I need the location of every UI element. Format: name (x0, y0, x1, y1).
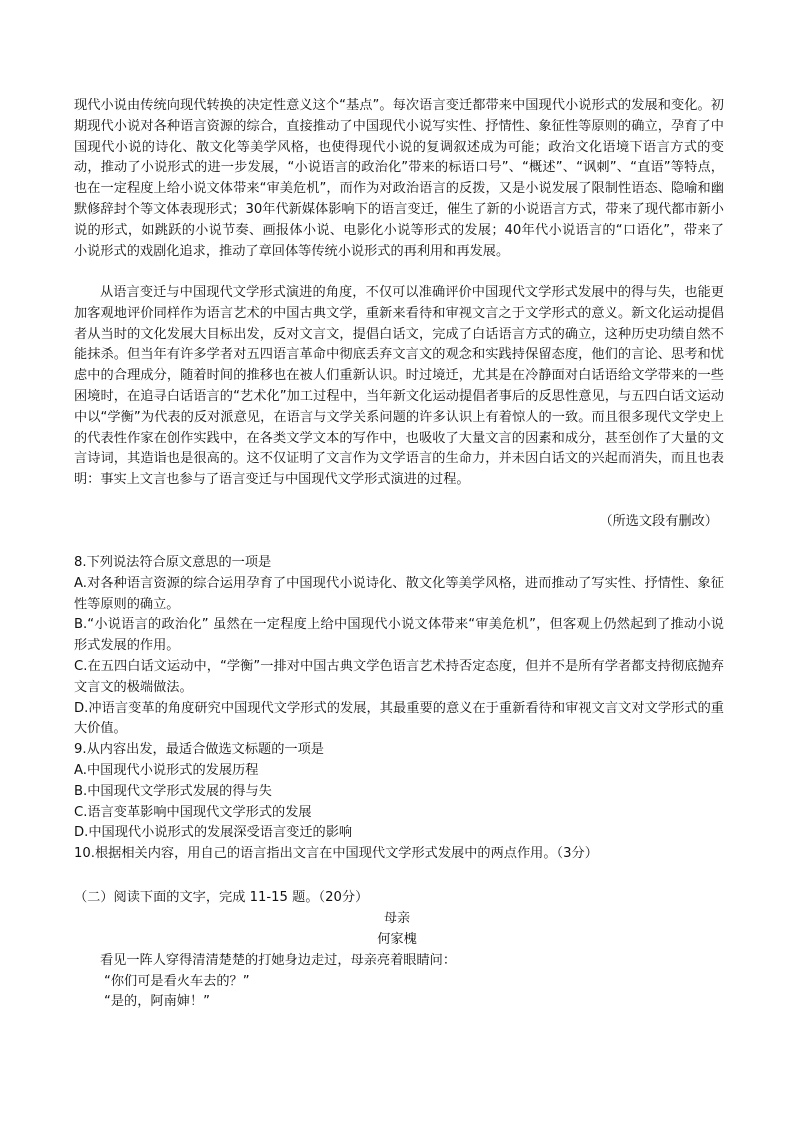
passage-paragraph-2: 从语言变迁与中国现代文学形式演进的角度，不仅可以准确评价中国现代文学形式发展中的得与失，也能更加客观地评价同样作为语言艺术的中国古典文学，重新来看待和审视文言之于文学形式的意义。新文化运动提倡者从当时的文化发展大目标出发，反对文言文，提倡白话文，完成了白话语言方式的确立，这种历史功绩自然不能抹杀。但当年有许多学者对五四语言革命中彻底丢弃文言文的观念和实践持保留态度，他们的言论、思考和忧虑中的合理成分，随着时间的推移也在被人们重新认识。时过境迁，尤其是在冷静面对白话语给文学带来的一些困境时，在追寻白话语言的“艺术化”加工过程中，当年新文化运动提倡者事后的反思性意见，与五四白话文运动中以“学衡”为代表的反对派意见，在语言与文学关系问题的许多认识上有着惊人的一致。而且很多现代文学史上的代表性作家在创作实践中，在各类文学文本的写作中，也吸收了大量文言的因素和成分，甚至创作了大量的文言诗词，其造诣也是很高的。这不仅证明了文言作为文学语言的生命力，并未因白话文的兴起而消失，而且也表明：事实上文言也参与了语言变迁与中国现代文学形式演进的过程。 (74, 285, 724, 488)
story-text (100, 951, 720, 1013)
question-8-stem: 8.下列说法符合原文意思的一项是 (74, 555, 272, 570)
passage-paragraph-1: 现代小说由传统向现代转换的决定性意义这个“基点”。每次语言变迁都带来中国现代小说形式的发展和变化。初期现代小说对各种语言资源的综合，直接推动了中国现代小说写实性、抒情性、象征性等原则的确立，孕育了中国现代小说的诗化、散文化等美学风格，也使得现代小说的复调叙述成为可能；政治文化语境下语言方式的变动，推动了小说形式的进一步发展，“小说语言的政治化”带来的标语口号”、“概述”、“讽刺”、“直语”等特点，也在一定程度上给小说文体带来“审美危机”，而作为对政治语言的反拨，又是小说发展了限制性语态、隐喻和幽默修辞封个等文体表现形式；30年代新媒体影响下的语言变迁，催生了新的小说语言方式，带来了现代都市新小说的形式，如跳跃的小说节奏、画报体小说、电影化小说等形式的发展；40年代小说语言的“口语化”，带来了小说形式的戏剧化追求，推动了章回体等传统小说形式的再利用和再发展。 (74, 98, 724, 259)
question-8-option-c: C.在五四白话文运动中，“学衡”一排对中国古典文学色语言艺术持否定态度，但并不是所有学者都支持彻底抛弃文言文的极端做法。 (74, 658, 724, 695)
question-9-option-a: A.中国现代小说形式的发展历程 (74, 762, 259, 778)
story-line-1: 看见一阵人穿得清清楚楚的打她身边走过，母亲亮着眼睛问： (100, 953, 457, 968)
section-2-heading: （二）阅读下面的文字，完成 11-15 题。（20分） (74, 890, 369, 905)
story-line-3: “是的，阿南婶！” (104, 994, 210, 1009)
source-note: （所选文段有删改） (599, 514, 718, 529)
question-8-option-d: D.冲语言变革的角度研究中国现代文学形式的发展，其最重要的意义在于重新看待和审视文言文对文学形式的重大价值。 (74, 700, 724, 737)
question-9-stem: 9.从内容出发，最适合做选文标题的一项是 (74, 742, 324, 758)
question-10-stem: 10.根据相关内容，用自己的语言指出文言在中国现代文学形式发展中的两点作用。（3分） (74, 846, 598, 862)
question-9-option-b: B.中国现代文学形式发展的得与失 (74, 783, 272, 799)
story-author: 何家槐 (377, 932, 417, 947)
question-9-option-c: C.语言变革影响中国现代文学形式的发展 (74, 804, 312, 820)
story-title: 母亲 (383, 911, 411, 926)
question-8-option-a: A.对各种语言资源的综合运用孕育了中国现代小说诗化、散文化等美学风格，进而推动了写实性、抒情性、象征性等原则的确立。 (74, 575, 724, 612)
question-8-option-b: B.“小说语言的政治化” 虽然在一定程度上给中国现代小说文体带来“审美危机”，但客观上仍然起到了推动小说形式发展的作用。 (74, 617, 724, 654)
question-9-option-d: D.中国现代小说形式的发展深受语言变迁的影响 (74, 825, 353, 841)
questions-list (74, 553, 724, 865)
story-line-2: “你们可是看火车去的？” (104, 973, 250, 989)
